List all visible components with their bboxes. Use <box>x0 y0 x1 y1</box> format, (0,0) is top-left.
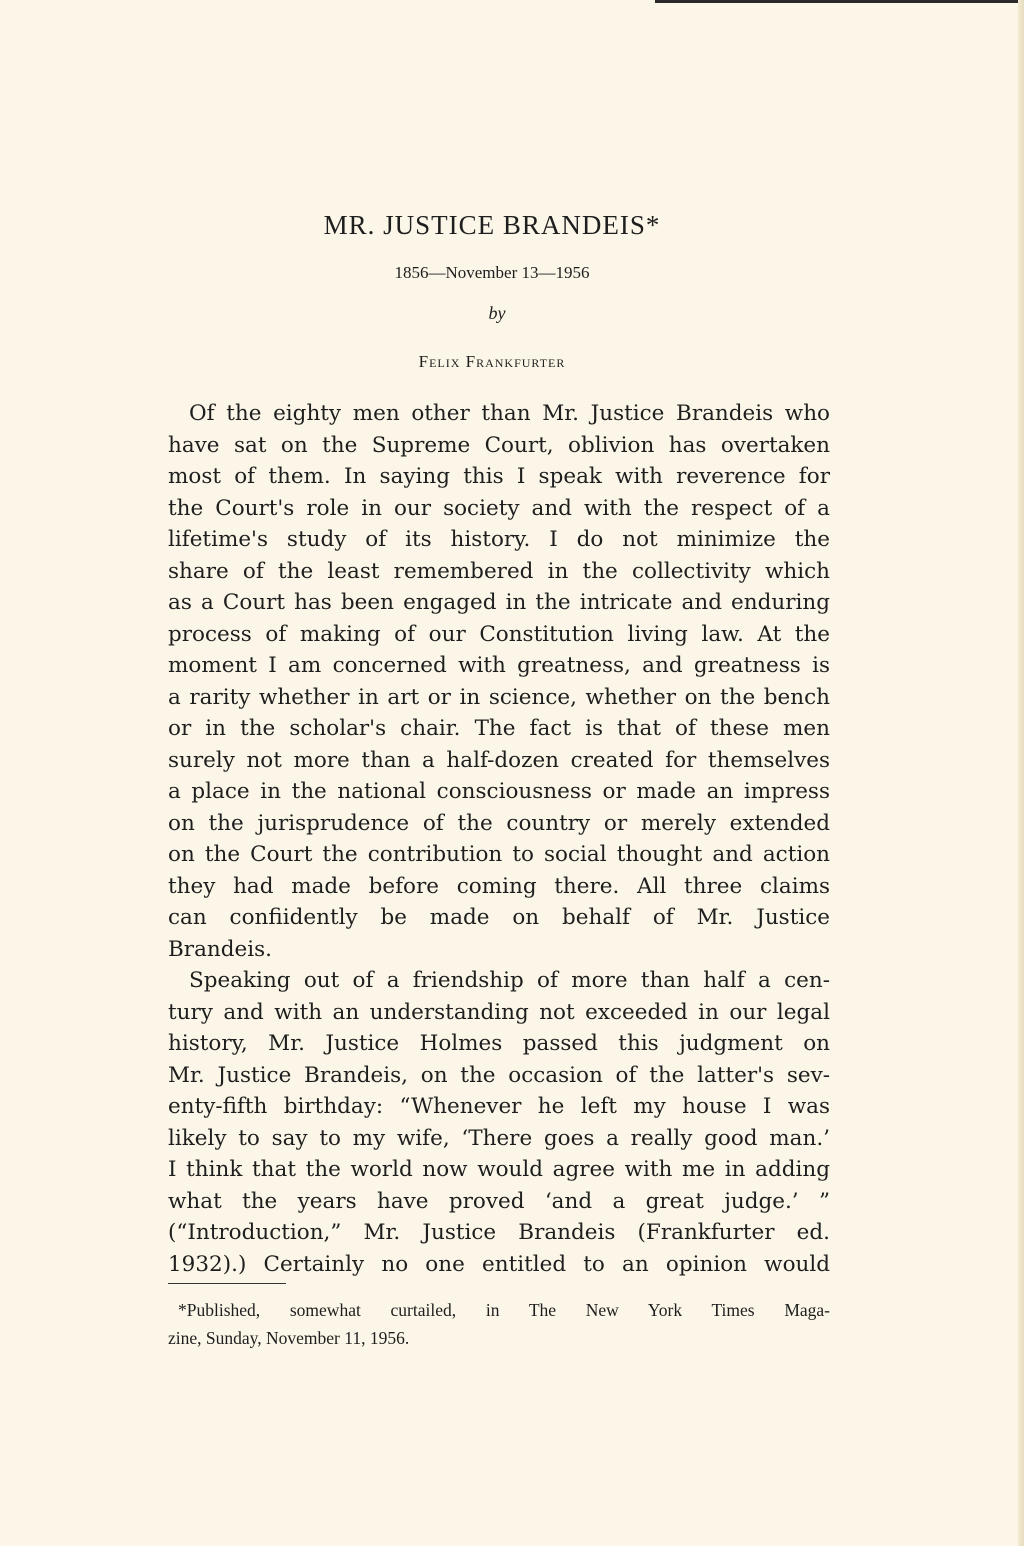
text-line: (“Introduction,” Mr. Justice Brandeis (Frankfurter ed. <box>168 1220 830 1245</box>
text-line: have sat on the Supreme Court, oblivion has overtaken <box>168 432 830 458</box>
text-line: history, Mr. Justice Holmes passed this judgment on <box>168 1031 830 1056</box>
footnote-line: zine, Sunday, November 11, 1956. <box>168 1328 410 1348</box>
text-line: as a Court has been engaged in the intricate and enduring <box>168 590 830 615</box>
text-line: share of the least remembered in the collectivity which <box>168 558 830 584</box>
text-line: the Court's role in our society and with the respect of a <box>168 495 830 521</box>
text-line: they had made before coming there. All three claims <box>168 873 830 899</box>
paragraph <box>168 965 830 1280</box>
article-dates: 1856—November 13—1956 <box>394 263 590 282</box>
article-title: MR. JUSTICE BRANDEIS* <box>323 210 661 240</box>
text-line: Mr. Justice Brandeis, on the occasion of the latter's sev- <box>168 1062 830 1088</box>
byline-by: by <box>488 303 506 323</box>
text-line: a place in the national consciousness or made an impress <box>168 779 830 804</box>
text-line: Brandeis. <box>168 936 272 962</box>
text-line: Speaking out of a friendship of more than half a cen- <box>189 968 830 993</box>
text-line: a rarity whether in art or in science, whether on the bench <box>168 684 830 710</box>
text-line: on the jurisprudence of the country or merely extended <box>168 810 830 836</box>
text-line: can confiidently be made on behalf of Mr. Justice <box>168 905 830 930</box>
paragraph <box>168 398 830 965</box>
page-edge-rule <box>655 0 1024 3</box>
text-line: process of making of our Constitution living law. At the <box>168 621 830 647</box>
footnote-divider <box>168 1283 286 1284</box>
text-line: or in the scholar's chair. The fact is that of these men <box>168 716 830 741</box>
footnote-line: *Published, somewhat curtailed, in The New York Times Maga- <box>178 1300 830 1320</box>
footnote <box>168 1296 830 1352</box>
text-line: lifetime's study of its history. I do not minimize the <box>168 527 830 552</box>
text-line: moment I am concerned with greatness, and greatness is <box>168 653 830 678</box>
text-line: what the years have proved ‘and a great judge.’ ” <box>168 1188 830 1214</box>
text-line: surely not more than a half-dozen created for themselves <box>168 747 830 773</box>
text-line: Of the eighty men other than Mr. Justice Brandeis who <box>189 401 830 426</box>
author-name: Felix Frankfurter <box>418 352 566 371</box>
text-line: on the Court the contribution to social thought and action <box>168 842 830 867</box>
text-line: enty-fifth birthday: “Whenever he left my house I was <box>168 1094 830 1119</box>
text-line: most of them. In saying this I speak with reverence for <box>168 464 830 489</box>
text-line: likely to say to my wife, ‘There goes a really good man.’ <box>168 1125 830 1151</box>
text-line: I think that the world now would agree with me in adding <box>168 1157 830 1182</box>
text-line: 1932).) Certainly no one entitled to an opinion would <box>168 1251 830 1277</box>
article-body <box>168 398 830 1280</box>
text-line: tury and with an understanding not exceeded in our legal <box>168 999 830 1025</box>
page-edge-shadow <box>1018 0 1024 1546</box>
